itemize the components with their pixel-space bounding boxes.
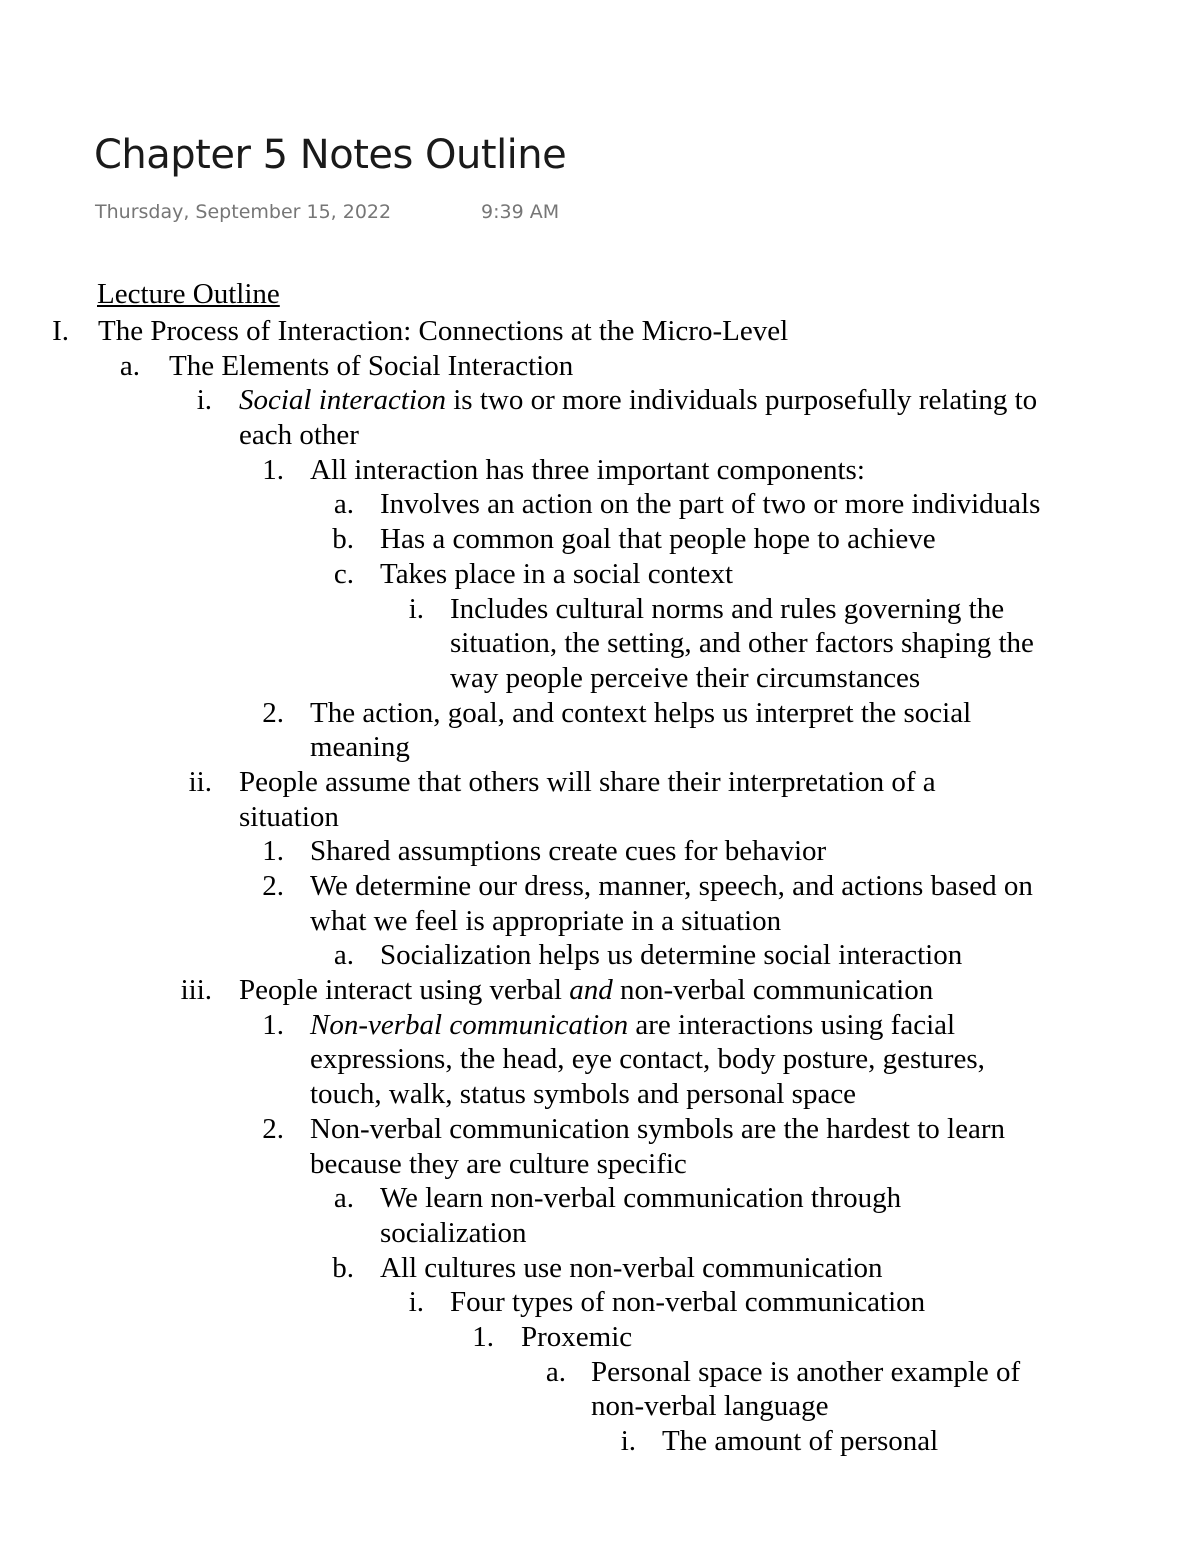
- outline-item: [0, 1077, 1200, 1112]
- outline-term: Social interaction: [239, 384, 446, 417]
- outline-item: [0, 869, 1200, 904]
- outline-item: [0, 1216, 1200, 1251]
- outline-item: [0, 522, 1200, 557]
- outline-text: [380, 522, 936, 557]
- outline-text: [521, 1320, 632, 1355]
- outline-item: [0, 592, 1200, 627]
- outline-marker: a.: [333, 488, 354, 521]
- outline-text-part: meaning: [310, 731, 410, 764]
- outline-text: [450, 661, 920, 696]
- outline-text-part: Personal space is another example of: [591, 1355, 1021, 1388]
- outline-item: [0, 1112, 1200, 1147]
- outline-item: [0, 1355, 1200, 1390]
- outline-text: [310, 1042, 985, 1077]
- outline-text-part: situation, the setting, and other factors shaping the: [450, 627, 1034, 660]
- outline-text-part: The Elements of Social Interaction: [169, 349, 574, 382]
- outline-marker: 1.: [262, 1008, 284, 1041]
- outline-item: [0, 453, 1200, 488]
- outline-item: [0, 1147, 1200, 1182]
- outline-text-part: All interaction has three important components:: [310, 453, 865, 486]
- outline-marker: i.: [408, 592, 424, 625]
- outline-item: [0, 1320, 1200, 1355]
- outline-text: [450, 1285, 925, 1320]
- outline-text: [380, 1251, 883, 1286]
- outline-text: [450, 626, 1034, 661]
- outline-text-part: Socialization helps us determine social interaction: [380, 939, 963, 972]
- outline-text: [310, 904, 781, 939]
- outline-marker: a.: [119, 349, 140, 382]
- outline-text: [310, 869, 1033, 904]
- outline-marker: b.: [332, 523, 354, 556]
- outline-text: [98, 314, 788, 349]
- outline-item: [0, 765, 1200, 800]
- outline-text-part: touch, walk, status symbols and personal space: [310, 1078, 857, 1111]
- outline-item: [0, 834, 1200, 869]
- outline-marker: c.: [333, 557, 354, 590]
- outline-text: [310, 1077, 856, 1112]
- outline-text: [310, 1112, 1005, 1147]
- outline-text-part: situation: [239, 800, 339, 833]
- outline-text: [591, 1389, 829, 1424]
- outline-text: [169, 349, 573, 384]
- outline-text: [239, 418, 359, 453]
- outline-item: [0, 314, 1200, 349]
- outline-text: [239, 800, 339, 835]
- outline-text-part: expressions, the head, eye contact, body posture, gestures,: [310, 1043, 985, 1076]
- outline-text: [239, 765, 936, 800]
- outline-marker: 1.: [262, 835, 284, 868]
- outline-text-part: The action, goal, and context helps us interpret the social: [310, 696, 972, 729]
- outline-marker: b.: [332, 1251, 354, 1284]
- outline-marker: a.: [545, 1355, 566, 1388]
- outline-text: [380, 1216, 527, 1251]
- outline-text: [380, 557, 733, 592]
- outline-text-part: is two or more individuals purposefully relating to: [446, 384, 1038, 417]
- outline-item: [0, 973, 1200, 1008]
- outline-marker: ii.: [188, 765, 212, 798]
- page-title: Chapter 5 Notes Outline: [94, 132, 567, 178]
- outline-heading: Lecture Outline: [97, 278, 280, 310]
- outline-item: [0, 696, 1200, 731]
- note-time: 9:39 AM: [481, 201, 560, 223]
- outline-text-part: Non-verbal communication symbols are the hardest to learn: [310, 1112, 1005, 1145]
- outline-text-part: Takes place in a social context: [380, 557, 734, 590]
- outline-item: [0, 557, 1200, 592]
- outline-text-part: each other: [239, 419, 359, 452]
- outline-item: [0, 349, 1200, 384]
- outline-item: [0, 1424, 1200, 1459]
- outline-text-part: We determine our dress, manner, speech, and actions based on: [310, 870, 1033, 902]
- outline-text-part: Shared assumptions create cues for behavior: [310, 835, 827, 868]
- outline-text: [239, 383, 1037, 418]
- outline-item: [0, 1008, 1200, 1043]
- outline-text: [380, 487, 1040, 522]
- outline-item: [0, 383, 1200, 418]
- outline-text: [310, 1008, 955, 1043]
- outline-marker: i.: [620, 1425, 636, 1457]
- outline-text-part: Includes cultural norms and rules governing the: [450, 592, 1005, 625]
- outline-list: [0, 314, 1200, 1457]
- outline-text-part: what we feel is appropriate in a situation: [310, 904, 782, 937]
- outline-text-part: because they are culture specific: [310, 1147, 687, 1180]
- outline-text-part: socialization: [380, 1216, 527, 1249]
- outline-text-part: non-verbal language: [591, 1390, 829, 1423]
- outline-item: [0, 800, 1200, 835]
- outline-marker: a.: [333, 1182, 354, 1215]
- outline-item: [0, 1042, 1200, 1077]
- outline-item: [0, 938, 1200, 973]
- outline-marker: iii.: [180, 974, 212, 1007]
- outline-text-part: non-verbal communication: [612, 974, 934, 1007]
- outline-text-part: We learn non-verbal communication through: [380, 1182, 902, 1215]
- outline-item: [0, 418, 1200, 453]
- outline-text-part: way people perceive their circumstances: [450, 661, 921, 694]
- outline-text-part: Four types of non-verbal communication: [450, 1286, 926, 1319]
- outline-text-part: The amount of personal: [662, 1425, 939, 1457]
- outline-item: [0, 626, 1200, 661]
- outline-text: [450, 592, 1004, 627]
- outline-text-part: People interact using verbal: [239, 974, 570, 1007]
- outline-item: [0, 1251, 1200, 1286]
- outline-text: [380, 938, 962, 973]
- outline-item: [0, 1285, 1200, 1320]
- outline-marker: I.: [52, 315, 69, 347]
- note-date: Thursday, September 15, 2022: [95, 201, 392, 223]
- outline-item: [0, 730, 1200, 765]
- outline-term: Non-verbal communication: [310, 1008, 629, 1041]
- outline-marker: 1.: [262, 453, 284, 486]
- outline-marker: i.: [196, 384, 212, 417]
- outline-text-part: The Process of Interaction: Connections at the Micro-Level: [98, 315, 789, 347]
- outline-text: [591, 1355, 1020, 1390]
- outline-marker: 2.: [262, 1112, 284, 1145]
- outline-marker: 2.: [262, 696, 284, 729]
- outline-text: [310, 834, 826, 869]
- outline-text-part: Has a common goal that people hope to achieve: [380, 523, 936, 556]
- outline-item: [0, 904, 1200, 939]
- outline-marker: 1.: [472, 1320, 494, 1353]
- outline-item: [0, 661, 1200, 696]
- outline-text-part: People assume that others will share their interpretation of a: [239, 765, 936, 798]
- outline-text-part: All cultures use non-verbal communication: [380, 1251, 883, 1284]
- outline-marker: i.: [408, 1286, 424, 1319]
- outline-text: [310, 730, 410, 765]
- outline-emphasis: and: [569, 974, 613, 1007]
- outline-item: [0, 487, 1200, 522]
- outline-text-part: are interactions using facial: [628, 1008, 956, 1041]
- outline-text: [310, 453, 865, 488]
- outline-text: [662, 1424, 938, 1459]
- outline-marker: a.: [333, 939, 354, 972]
- outline-text-part: Proxemic: [521, 1320, 633, 1353]
- outline-text: [310, 696, 971, 731]
- outline-marker: 2.: [262, 870, 284, 902]
- outline-item: [0, 1389, 1200, 1424]
- outline-text-part: Involves an action on the part of two or more individuals: [380, 488, 1041, 521]
- outline-text: [380, 1181, 901, 1216]
- outline-item: [0, 1181, 1200, 1216]
- outline-text: [239, 973, 933, 1008]
- outline-text: [310, 1147, 687, 1182]
